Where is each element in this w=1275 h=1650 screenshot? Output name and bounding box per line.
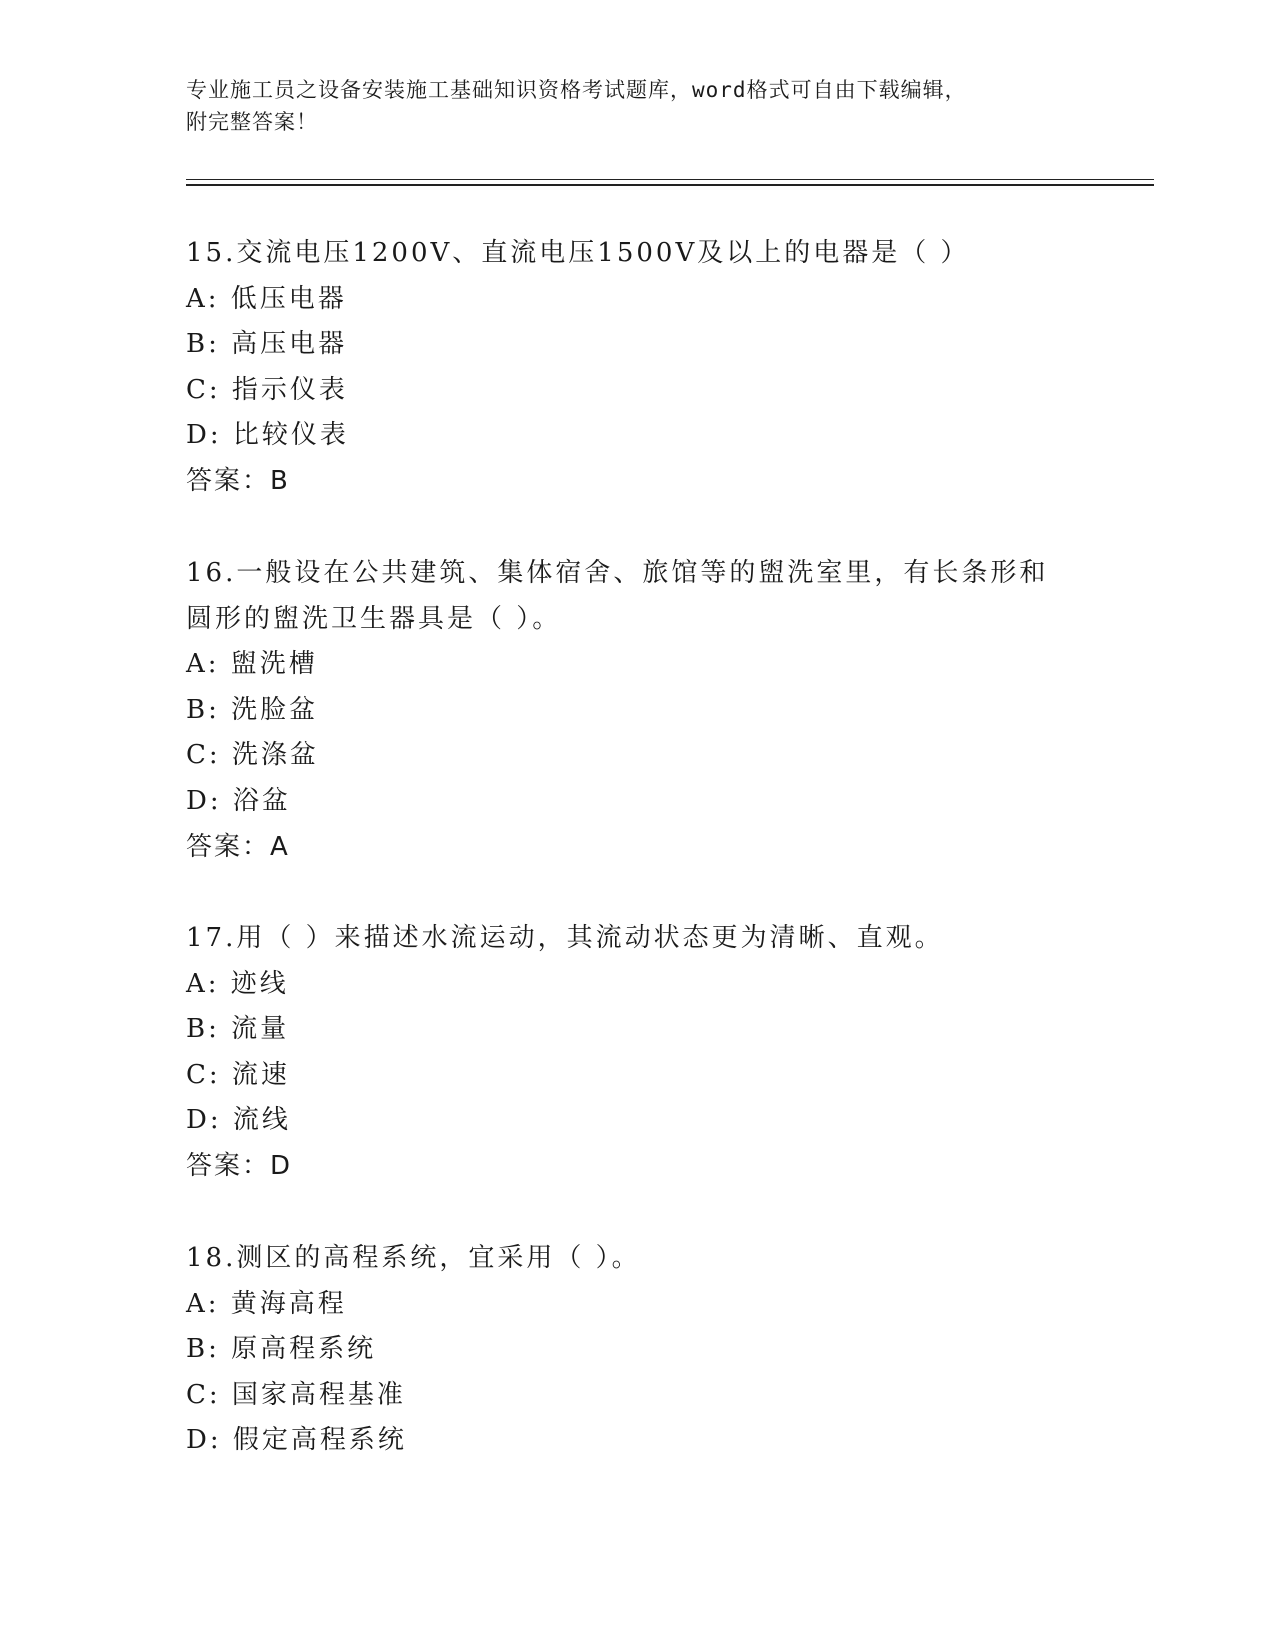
question-15	[186, 231, 1086, 505]
header-rule-thin	[186, 179, 1154, 180]
option-c: C: 流速	[186, 1059, 290, 1090]
answer-label: 答案：B	[186, 465, 290, 496]
option-d: D: 假定高程系统	[186, 1425, 407, 1456]
question-16	[186, 551, 1086, 870]
option-d: D: 比较仪表	[186, 420, 349, 451]
header-line-1: 专业施工员之设备安装施工基础知识资格考试题库，word格式可自由下载编辑，	[186, 78, 967, 102]
option-b: B: 洗脸盆	[186, 694, 319, 725]
header-line-2: 附完整答案！	[186, 110, 318, 134]
question-17	[186, 916, 1086, 1190]
question-text: 18.测区的高程系统，宜采用（ ）。	[186, 1243, 641, 1273]
question-18	[186, 1236, 1086, 1464]
option-a: A: 黄海高程	[186, 1288, 347, 1319]
answer-label: 答案：A	[186, 831, 290, 862]
option-b: B: 高压电器	[186, 329, 348, 360]
option-c: C: 指示仪表	[186, 374, 348, 405]
question-text: 15.交流电压1200V、直流电压1500V及以上的电器是（ ）	[186, 238, 970, 268]
option-b: B: 原高程系统	[186, 1334, 377, 1365]
option-a: A: 盥洗槽	[186, 649, 318, 680]
option-c: C: 洗涤盆	[186, 740, 319, 771]
document-header	[186, 74, 1086, 138]
question-text: 17.用（ ）来描述水流运动，其流动状态更为清晰、直观。	[186, 923, 944, 953]
option-d: D: 浴盆	[186, 785, 291, 816]
answer-label: 答案：D	[186, 1150, 293, 1181]
option-d: D: 流线	[186, 1105, 291, 1136]
option-c: C: 国家高程基准	[186, 1379, 406, 1410]
option-a: A: 低压电器	[186, 283, 347, 314]
option-a: A: 迹线	[186, 968, 289, 999]
header-rule-thick	[186, 184, 1154, 186]
option-b: B: 流量	[186, 1014, 290, 1045]
question-text: 16.一般设在公共建筑、集体宿舍、旅馆等的盥洗室里，有长条形和圆形的盥洗卫生器具是（ ）。	[186, 558, 1049, 634]
